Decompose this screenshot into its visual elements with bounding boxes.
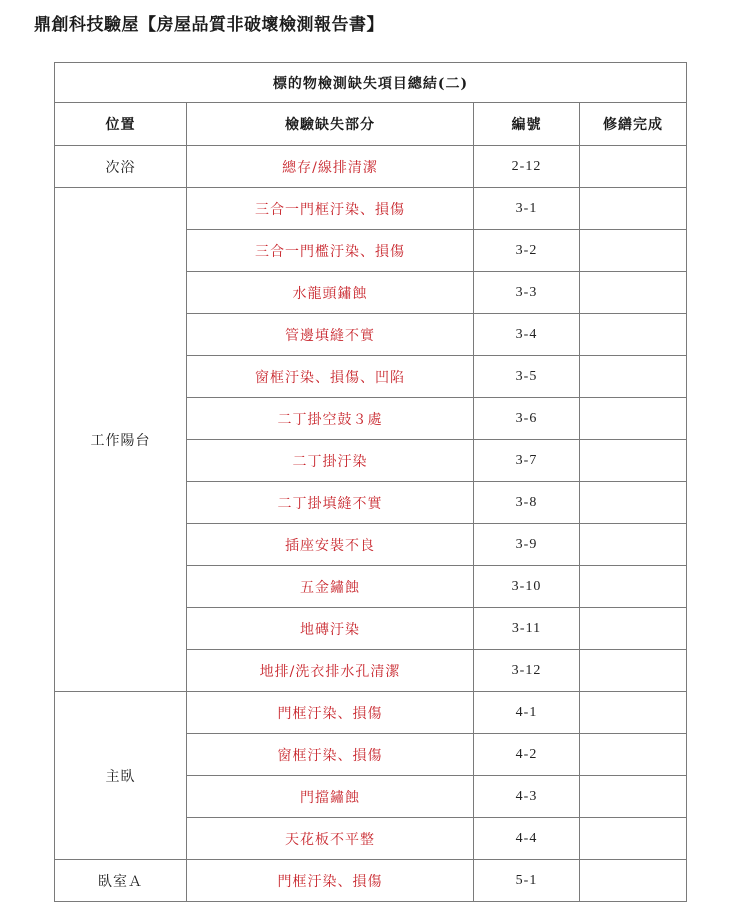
column-header-row [55,103,687,146]
repair-done-cell[interactable] [580,608,687,650]
defect-cell: 五金鏽蝕 [187,566,474,608]
document-header: 鼎創科技驗屋【房屋品質非破壞檢測報告書】 [34,15,384,35]
code-cell: 3-7 [474,440,580,482]
repair-done-cell[interactable] [580,734,687,776]
defect-cell: 管邊填縫不實 [187,314,474,356]
repair-done-cell[interactable] [580,314,687,356]
location-cell: 工作陽台 [55,188,187,692]
code-cell: 4-1 [474,692,580,734]
code-cell: 3-1 [474,188,580,230]
defect-cell: 地排/洗衣排水孔清潔 [187,650,474,692]
code-cell: 3-10 [474,566,580,608]
defect-cell: 水龍頭鏽蝕 [187,272,474,314]
repair-done-cell[interactable] [580,440,687,482]
column-header-defect: 檢驗缺失部分 [187,103,474,146]
column-header-location: 位置 [55,103,187,146]
defect-cell: 門擋鏽蝕 [187,776,474,818]
code-cell: 5-1 [474,860,580,902]
code-cell: 2-12 [474,146,580,188]
repair-done-cell[interactable] [580,146,687,188]
table-row [55,188,687,230]
repair-done-cell[interactable] [580,272,687,314]
table-row [55,692,687,734]
repair-done-cell[interactable] [580,650,687,692]
defect-cell: 二丁掛空鼓３處 [187,398,474,440]
location-cell: 主臥 [55,692,187,860]
defect-cell: 三合一門檻汙染、損傷 [187,230,474,272]
defect-cell: 總存/線排清潔 [187,146,474,188]
code-cell: 3-9 [474,524,580,566]
code-cell: 3-12 [474,650,580,692]
table-row [55,860,687,902]
table-body [55,146,687,902]
code-cell: 3-11 [474,608,580,650]
code-cell: 4-2 [474,734,580,776]
location-cell: 次浴 [55,146,187,188]
code-cell: 3-8 [474,482,580,524]
defect-cell: 三合一門框汙染、損傷 [187,188,474,230]
code-cell: 3-3 [474,272,580,314]
column-header-code: 編號 [474,103,580,146]
code-cell: 3-6 [474,398,580,440]
code-cell: 3-4 [474,314,580,356]
repair-done-cell[interactable] [580,524,687,566]
defect-cell: 插座安裝不良 [187,524,474,566]
repair-done-cell[interactable] [580,818,687,860]
defect-cell: 窗框汙染、損傷、凹陷 [187,356,474,398]
location-cell: 臥室Ａ [55,860,187,902]
repair-done-cell[interactable] [580,566,687,608]
repair-done-cell[interactable] [580,692,687,734]
defect-cell: 窗框汙染、損傷 [187,734,474,776]
defect-summary-table [54,62,687,902]
repair-done-cell[interactable] [580,482,687,524]
repair-done-cell[interactable] [580,230,687,272]
table-title-row [55,63,687,103]
defect-cell: 門框汙染、損傷 [187,860,474,902]
repair-done-cell[interactable] [580,860,687,902]
column-header-repair-done: 修繕完成 [580,103,687,146]
repair-done-cell[interactable] [580,398,687,440]
defect-cell: 門框汙染、損傷 [187,692,474,734]
defect-cell: 地磚汙染 [187,608,474,650]
table-row [55,146,687,188]
code-cell: 3-5 [474,356,580,398]
repair-done-cell[interactable] [580,776,687,818]
code-cell: 3-2 [474,230,580,272]
defect-cell: 二丁掛汙染 [187,440,474,482]
repair-done-cell[interactable] [580,188,687,230]
table-title: 標的物檢測缺失項目總結(二) [55,63,687,103]
code-cell: 4-4 [474,818,580,860]
repair-done-cell[interactable] [580,356,687,398]
defect-cell: 二丁掛填縫不實 [187,482,474,524]
code-cell: 4-3 [474,776,580,818]
defect-cell: 天花板不平整 [187,818,474,860]
